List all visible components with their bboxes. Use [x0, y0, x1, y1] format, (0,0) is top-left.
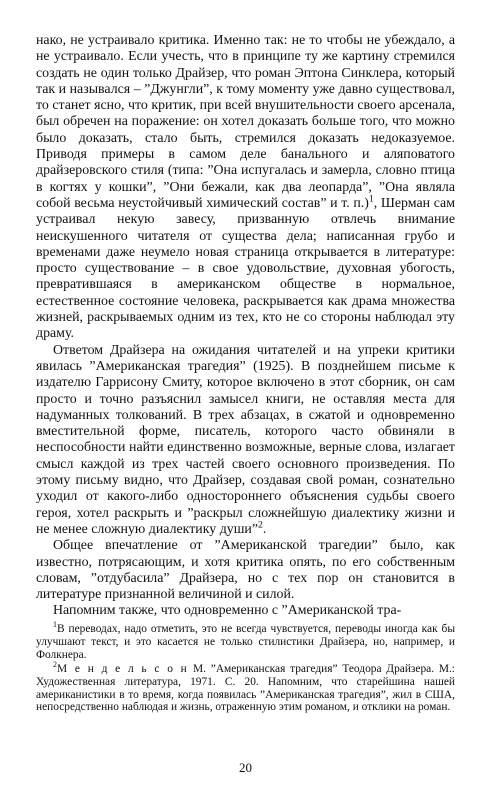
footnote-marker-1: 1 [53, 620, 57, 630]
footnote-ref-2[interactable]: 2 [258, 519, 263, 531]
footnote-marker-2: 2 [53, 659, 57, 669]
body-text [36, 33, 455, 620]
text-span: Напомним также, что одновременно с ”Американской тра- [53, 603, 402, 619]
paragraph-4 [36, 603, 455, 619]
text-span: Ответом Драйзера на ожидания читателей и на упреки критики явилась ”Американская трагедия” (1925). В позднейшем письме к издателю Гаррисону Смиту, которое включено в этот сборник, он сам просто и точно разъяснил замысел книги, не оставляя места для надуманных толкований. В трех абзацах, в сжатой и одновременно вместительной форме, писатель, которого часто обвиняли в неспособности найти единственно возможные, верные слова, излагает смысл каждой из трех частей своего основного произведения. По этому письму видно, что Драйзер, создавая свой роман, сознательно уходил от какого-либо одностороннего объяснения судьбы своего героя, хотел раскрыть и ”раскрыл сложнейшую диалектику жизни и не менее сложную диалектику души” [36, 342, 455, 537]
paragraph-3 [36, 538, 455, 603]
paragraph-2 [36, 343, 455, 539]
paragraph-1 [36, 33, 455, 343]
text-span: , Шерман сам устраивал некую завесу, призванную отвлечь внимание неискушенного читателя от существа дела; написанная грубо и временами даже неумело новая страница открывается в литературе: просто существование – в свое удовольствие, духовная убогость, превратившаяся в американском обществе в нормальное, естественное состояние человека, раскрывается как драма множества жизней, раскрываемых одним из тех, кто не со стороны наблюдал эту драму. [36, 195, 456, 342]
footnote-ref-1[interactable]: 1 [368, 193, 374, 205]
text-span: . [262, 521, 267, 537]
page-number: 20 [239, 760, 252, 775]
footnote-text: В переводах, надо отметить, это не всегда чувствуется, переводы иногда как бы улучшают текст, и это касается не только стилистики Драйзера, но, например, и Фолкнера. [36, 623, 455, 661]
footnotes [36, 620, 455, 714]
text-span: нако, не устраивало критика. Именно так: не то чтобы не убеждало, а не устраивало. Если учесть, что в принципе ту же картину стремился создать не один только Драйзер, что роман Эптона Синклера, который так и назывался – ”Джунгли”, к тому моменту уже давно существовал, то станет ясно, что критик, при всей внушительности своего арсенала, был обречен на поражение: он хотел доказать больше того, что можно было доказать, стало быть, стремился доказать недоказуемое. Приводя примеры в самом деле банального и аляповатого драйзеровского стиля (типа: ”Она испугалась и замерла, словно птица в когтях у кошки”, ”Они бежали, как два леопарда”, ”Она являла собой весьма неустойчивый химический состав” и т. п.) [36, 33, 455, 211]
footnote-author: М е н д е л ь с о н [56, 662, 189, 675]
footnote-1 [36, 620, 455, 662]
footnote-text: М. ”Американская трагедия” Теодора Драйзера. М.: Художественная литература, 1971. С. 20. Напомним, что старейшина нашей американистики в то время, когда появилась ”Американская трагедия”, жил в США, непосредственно наблюдая и жизнь, отраженную этим романом, и отклики на роман. [36, 662, 455, 714]
text-span: Общее впечатление от ”Американской трагедии” было, как известно, потрясающим, и хотя критика опять, по его собственным словам, ”отдубасила” Драйзера, но с тех пор он становится в литературе признанной величиной и силой. [36, 538, 455, 603]
footnote-2 [36, 659, 455, 715]
